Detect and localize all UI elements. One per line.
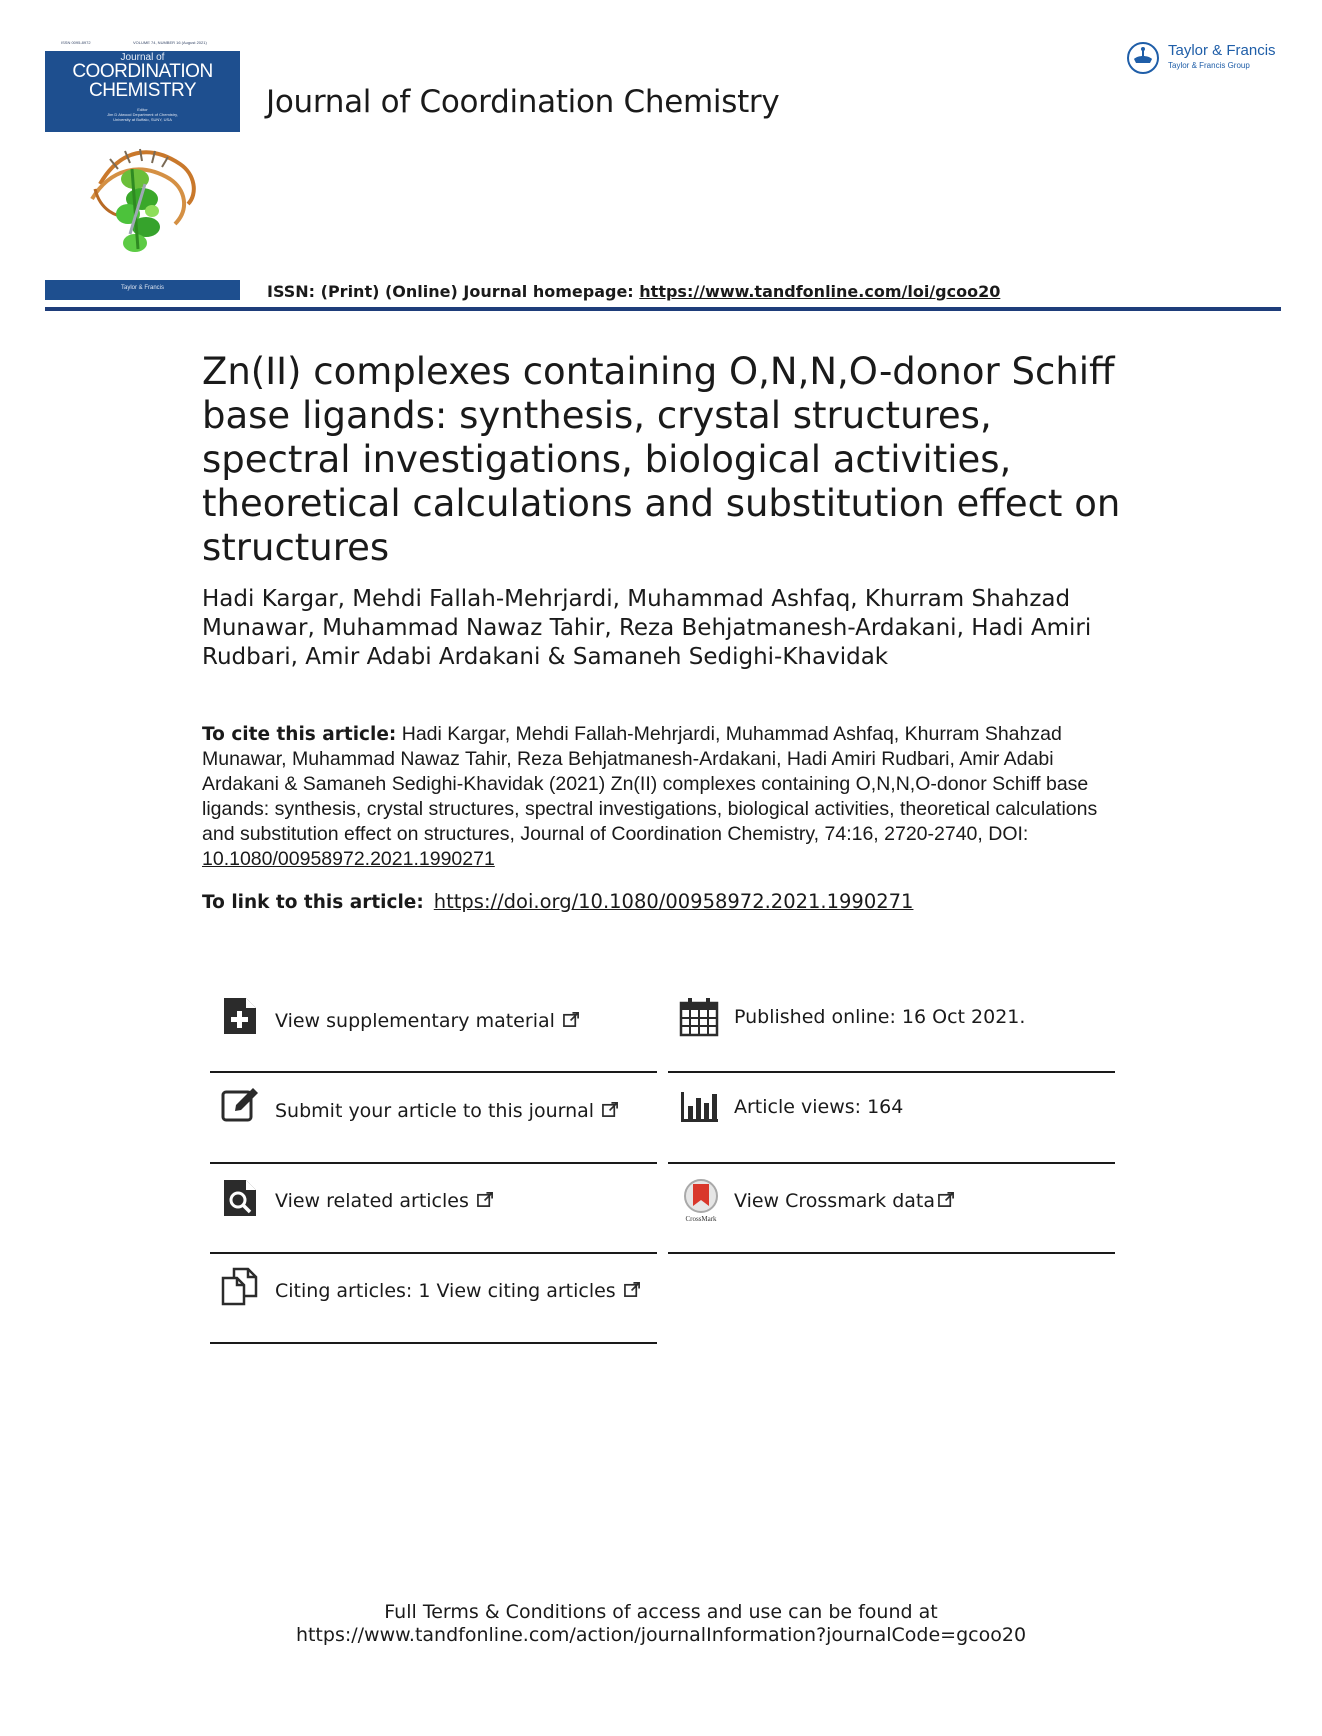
- cover-editor-line1: Jim D Atwood Department of Chemistry,: [107, 112, 178, 117]
- cite-doi-link[interactable]: 10.1080/00958972.2021.1990271: [202, 848, 495, 870]
- cover-volume: VOLUME 74, NUMBER 16 (August 2021): [133, 40, 207, 45]
- citation-block: [202, 722, 1132, 872]
- crossmark-logo-text: CrossMark: [685, 1215, 717, 1223]
- external-link-icon: [563, 1011, 580, 1028]
- cover-issn: ISSN 0095-8972: [61, 40, 91, 45]
- citing-documents-icon: [220, 1266, 260, 1306]
- cover-publisher: Taylor & Francis: [120, 285, 164, 291]
- cover-editor-label: Editor: [137, 107, 148, 112]
- crossmark-label: View Crossmark data: [734, 1190, 936, 1212]
- link-label: To link to this article:: [202, 892, 424, 913]
- publisher-group: Taylor & Francis Group: [1168, 61, 1250, 70]
- row-divider: [210, 1071, 657, 1073]
- related-search-icon: [220, 1178, 260, 1218]
- external-link-icon: [624, 1281, 641, 1298]
- row-divider: [668, 1071, 1115, 1073]
- cover-journal-of: Journal of: [120, 52, 165, 63]
- publisher-name: Taylor & Francis: [1168, 42, 1276, 59]
- submit-label: Submit your article to this journal: [275, 1100, 595, 1122]
- row-divider: [668, 1162, 1115, 1164]
- publisher-logo[interactable]: [1126, 38, 1286, 78]
- supplementary-link[interactable]: [275, 1010, 580, 1032]
- taylor-francis-icon: [1126, 41, 1160, 75]
- row-divider: [668, 1252, 1115, 1254]
- related-label: View related articles: [275, 1190, 469, 1212]
- cover-title-line2: CHEMISTRY: [88, 80, 197, 101]
- external-link-icon: [938, 1191, 955, 1208]
- calendar-icon: [679, 997, 719, 1037]
- crossmark-icon[interactable]: [679, 1178, 723, 1224]
- journal-cover: [45, 39, 240, 300]
- cover-title-line1: COORDINATION: [72, 61, 213, 82]
- cite-text: Hadi Kargar, Mehdi Fallah-Mehrjardi, Muhammad Ashfaq, Khurram Shahzad Munawar, Muhammad Nawaz Tahir, Reza Behjatmanesh-Ardakani, Hadi Amiri Rudbari, Amir Adabi Ardakani & Samaneh Sedighi-Khavidak (2021) Zn(II) complexes containing O,N,N,O-donor Schiff base ligands: synthesis, crystal structures, spectral investigations, biological activities, theoretical calculations and substitution effect on structures, Journal of Coordination Chemistry, 74:16, 2720-2740, DOI:: [202, 723, 1098, 845]
- external-link-icon: [602, 1101, 619, 1118]
- edit-submit-icon: [220, 1086, 260, 1126]
- external-link-icon: [477, 1191, 494, 1208]
- issn-label: ISSN: (Print) (Online) Journal homepage:: [267, 282, 640, 301]
- cite-label: To cite this article:: [202, 724, 397, 745]
- article-doi-link[interactable]: https://doi.org/10.1080/00958972.2021.1990271: [433, 890, 914, 913]
- citing-articles-link[interactable]: [275, 1280, 641, 1302]
- issn-homepage-line: [267, 282, 1000, 301]
- cover-editor: [45, 107, 240, 122]
- article-views: Article views: 164: [734, 1096, 904, 1118]
- footer-terms: [0, 1601, 1322, 1647]
- crossmark-link[interactable]: [734, 1190, 955, 1212]
- cover-editor-line2: University at Buffalo, SUNY, USA: [113, 117, 172, 122]
- cover-title: [45, 62, 240, 100]
- supplementary-file-icon: [220, 996, 260, 1036]
- cover-top-strip: [45, 39, 240, 49]
- published-date: Published online: 16 Oct 2021.: [734, 1006, 1026, 1028]
- row-divider: [210, 1342, 657, 1344]
- related-articles-link[interactable]: [275, 1190, 494, 1212]
- footer-terms-link[interactable]: https://www.tandfonline.com/action/journalInformation?journalCode=gcoo20: [295, 1624, 1027, 1646]
- cover-molecule-image: [80, 139, 210, 264]
- journal-name: Journal of Coordination Chemistry: [266, 84, 780, 120]
- article-authors: Hadi Kargar, Mehdi Fallah-Mehrjardi, Muhammad Ashfaq, Khurram Shahzad Munawar, Muhammad Nawaz Tahir, Reza Behjatmanesh-Ardakani, Hadi Amiri Rudbari, Amir Adabi Ardakani & Samaneh Sedighi-Khavidak: [202, 586, 1092, 670]
- citing-label: Citing articles: 1 View citing articles: [275, 1280, 616, 1302]
- row-divider: [210, 1252, 657, 1254]
- article-title: Zn(II) complexes containing O,N,N,O-donor Schiff base ligands: synthesis, crystal structures, spectral investigations, biological activities, theoretical calculations and substitution effect on structures: [202, 350, 1121, 569]
- supplementary-label: View supplementary material: [275, 1010, 555, 1032]
- article-link-line: [202, 890, 913, 913]
- row-divider: [210, 1162, 657, 1164]
- cover-publisher-strip: [45, 280, 240, 300]
- header-divider: [45, 307, 1281, 311]
- journal-homepage-link[interactable]: https://www.tandfonline.com/loi/gcoo20: [639, 282, 1001, 301]
- submit-article-link[interactable]: [275, 1100, 619, 1122]
- footer-line1: Full Terms & Conditions of access and use can be found at: [384, 1601, 938, 1623]
- bar-chart-icon: [679, 1086, 719, 1126]
